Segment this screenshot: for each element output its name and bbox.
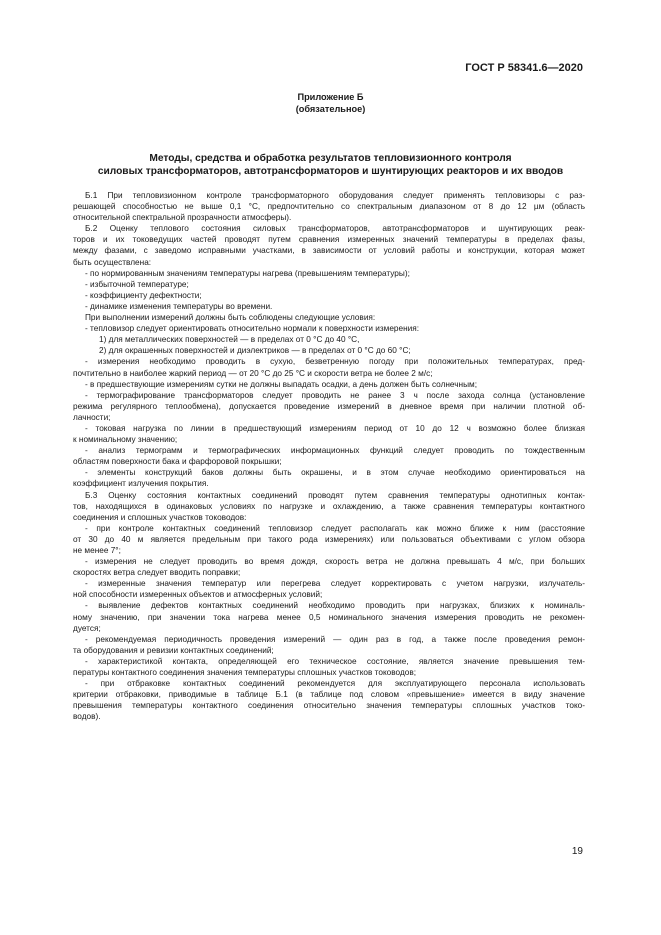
title-line: Методы, средства и обработка результатов тепловизионного контроля bbox=[149, 153, 512, 164]
text-line: к номинальному значению; bbox=[73, 435, 178, 445]
text-line: - элементы конструкций баков должны быть окрашены, и в этом случае необходимо ориентироваться на bbox=[85, 468, 585, 478]
text-line: - тепловизор следует ориентировать относительно нормали к поверхности измерения: bbox=[85, 324, 420, 334]
text-line: - в предшествующие измерениям сутки не должны выпадать осадки, а день должен быть солнечным; bbox=[85, 379, 477, 389]
text-line: - при контроле контактных соединений тепловизор следует располагать как можно ближе к ним (расстояние bbox=[85, 523, 585, 533]
text-line: - коэффициенту дефектности; bbox=[85, 290, 202, 300]
appendix-label: Приложение Б bbox=[297, 92, 364, 102]
doc-code: ГОСТ Р 58341.6—2020 bbox=[465, 62, 583, 74]
text-line: не менее 7°; bbox=[73, 546, 121, 555]
text-line: 2) для окрашенных поверхностей и диэлектриков — в пределах от 0 °C до 60 °C; bbox=[99, 346, 411, 356]
text-line: коэффициент излучения покрытия. bbox=[73, 479, 209, 489]
text-line: ному значению, при значении тока нагрева менее 0,5 номинального значения измерения проводить не рекомен- bbox=[73, 612, 585, 622]
text-line: 1) для металлических поверхностей — в пределах от 0 °C до 40 °C, bbox=[99, 335, 360, 345]
text-line: пературы контактного соединения значения температуры сплошных участков тоководов; bbox=[73, 668, 417, 678]
text-line: областям поверхности бака и фарфоровой покрышки; bbox=[73, 457, 282, 467]
appendix-title bbox=[60, 153, 601, 178]
text-line: превышения температуры контактного соединения относительно значения температуры сплошных участков токо- bbox=[73, 701, 585, 711]
text-line: торов и их токоведущих частей проводят путем сравнения измеренных значений температуры в пределах фазы, bbox=[73, 235, 585, 245]
text-line: режима регулярного теплообмена), допускается проведение измерений в дневное время при наличии плотной об- bbox=[73, 401, 585, 411]
text-line: Б.3 Оценку состояния контактных соединений проводят путем сравнения температуры однотипных контак- bbox=[85, 490, 585, 500]
text-line: ной способности измеренных объектов и атмосферных условий; bbox=[73, 590, 323, 600]
text-line: - выявление дефектов контактных соединений необходимо проводить при нагрузках, близких к номиналь- bbox=[85, 601, 585, 611]
text-line: - рекомендуемая периодичность проведения измерений — один раз в год, а также после проведения ремон- bbox=[85, 634, 585, 644]
text-line: почтительно в наиболее жаркий период — от 20 °C до 25 °C и скорости ветра не более 2 м/с; bbox=[73, 368, 433, 378]
body-text bbox=[73, 190, 585, 723]
text-line: та оборудования и ревизии контактных соединений; bbox=[73, 645, 274, 655]
text-line: дуется; bbox=[73, 623, 101, 633]
text-line: - анализ термограмм и термографических информационных функций следует проводить по тождественным bbox=[85, 446, 585, 456]
text-line: - динамике изменения температуры во времени. bbox=[85, 301, 273, 311]
appendix-heading bbox=[0, 91, 661, 115]
text-line: Б.1 При тепловизионном контроле трансформаторного оборудования следует применять тепловизоры с раз- bbox=[85, 191, 585, 200]
text-line: - измерения не следует проводить во время дождя, скорость ветра не должна превышать 4 м/с, при больших bbox=[85, 557, 585, 567]
text-line: лачности; bbox=[73, 412, 111, 422]
text-line: - термографирование трансформаторов следует проводить не ранее 3 ч после захода солнца (установление bbox=[85, 390, 585, 400]
text-line: между фазами, с заведомо исправными участками, в зависимости от условий работы и конструкции, которая может bbox=[73, 246, 585, 256]
text-line: критерии отбраковки, приводимые в таблице Б.1 (в таблице под словом «превышение» имеется в виду значение bbox=[73, 690, 585, 700]
text-line: - по нормированным значениям температуры нагрева (превышениям температуры); bbox=[85, 268, 410, 278]
text-line: - при отбраковке контактных соединений рекомендуется для эксплуатирующего персонала использовать bbox=[85, 679, 585, 689]
text-line: тов, находящихся в одинаковых условиях по нагрузке и охлаждению, а также сравнения температуры контактного bbox=[73, 501, 585, 511]
text-line: от 30 до 40 м является предельным при такого рода измерениях) или пользоваться объективами с углом обзора bbox=[73, 534, 585, 544]
text-line: быть осуществлена: bbox=[73, 257, 152, 267]
text-line: соединения и сплошных участков тоководов: bbox=[73, 512, 247, 522]
text-line: - измеренные значения температур или перегрева следует корректировать с учетом нагрузки, излучатель- bbox=[85, 579, 585, 589]
text-line: - избыточной температуре; bbox=[85, 279, 189, 289]
text-line: водов). bbox=[73, 712, 101, 722]
text-line: скоростях ветра следует вводить поправки; bbox=[73, 568, 241, 578]
text-line: Б.2 Оценку теплового состояния силовых трансформаторов, автотрансформаторов и шунтирующих реак- bbox=[85, 224, 585, 234]
text-line: - токовая нагрузка по линии в предшествующий измерениям период от 10 до 12 ч возможно более близкая bbox=[85, 423, 585, 433]
text-line: решающей способностью не выше 0,1 °C, предпочтительно со спектральным диапазоном от 8 до 12 µм (область bbox=[73, 202, 585, 212]
text-line: При выполнении измерений должны быть соблюдены следующие условия: bbox=[85, 313, 376, 323]
appendix-status: (обязательное) bbox=[295, 104, 366, 114]
text-line: - измерения необходимо проводить в сухую, безветренную погоду при положительных температурах, пред- bbox=[85, 357, 585, 367]
text-line: относительной спектральной прозрачности атмосферы). bbox=[73, 213, 292, 223]
page-number: 19 bbox=[571, 846, 583, 857]
title-line: силовых трансформаторов, автотрансформаторов и шунтирующих реакторов и их вводов bbox=[97, 165, 564, 177]
text-line: - характеристикой контакта, определяющей его техническое состояние, является значение превышения тем- bbox=[85, 656, 585, 666]
